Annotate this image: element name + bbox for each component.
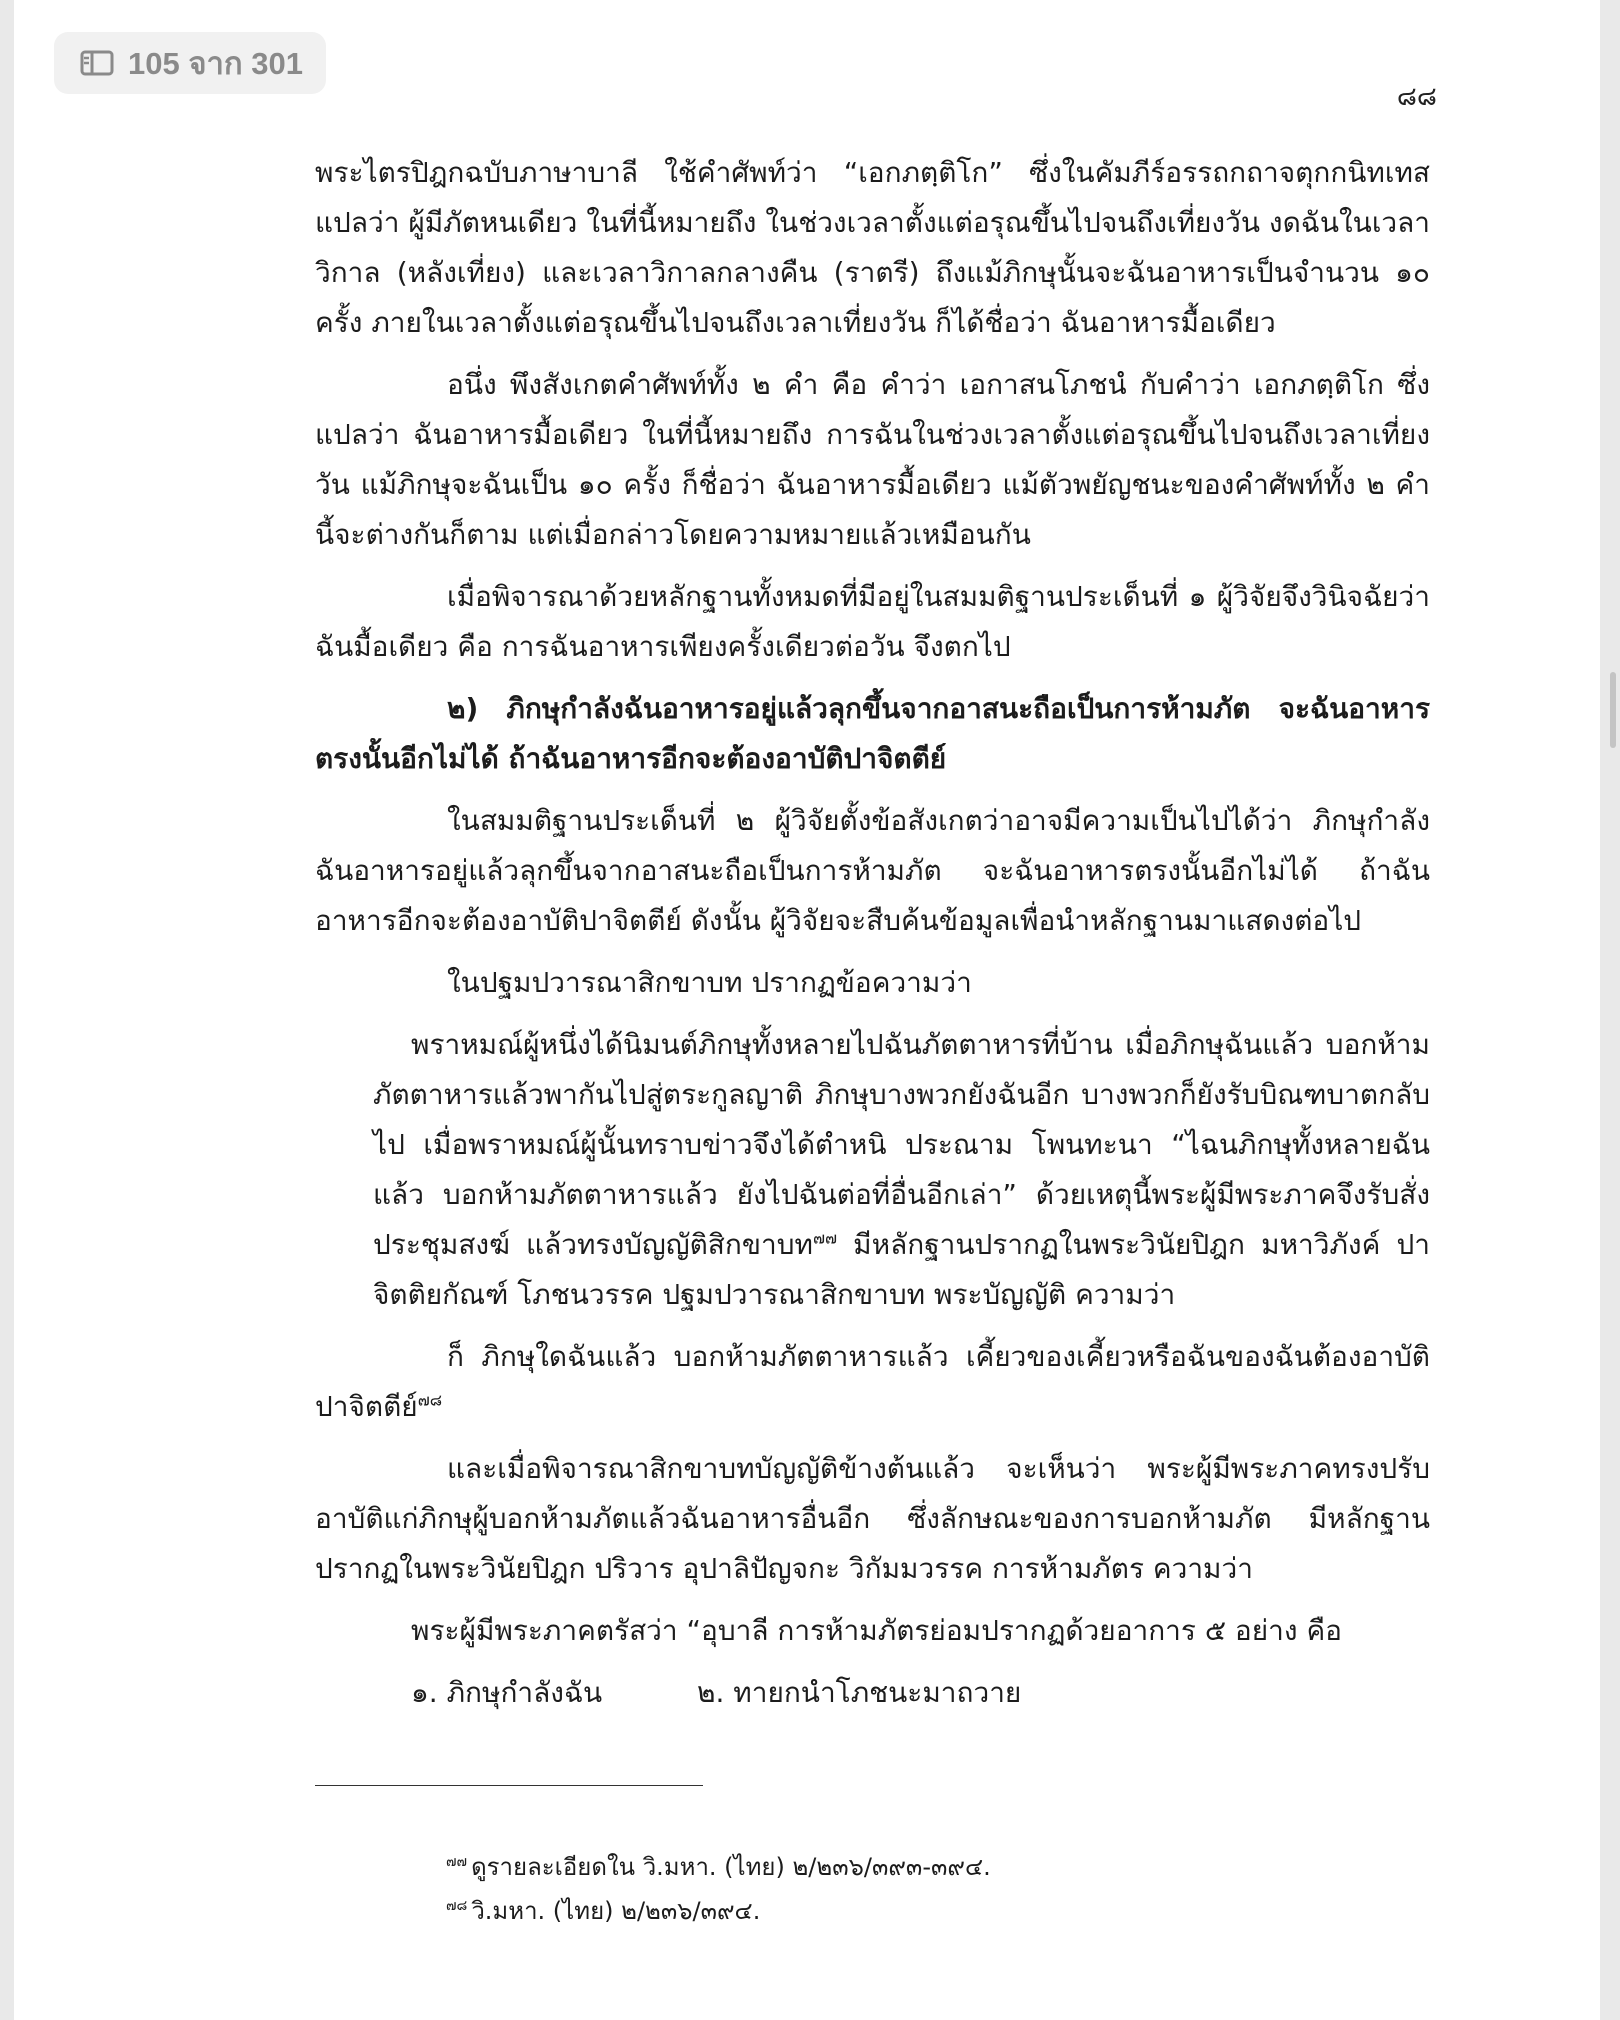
- footnote-77: [446, 1845, 1346, 1889]
- body-text: [315, 148, 1430, 1718]
- page-indicator-text: 105 จาก 301: [128, 46, 304, 81]
- footnote-78: [446, 1889, 1346, 1933]
- footnotes: [446, 1845, 1346, 1933]
- paragraph-4: ในสมมติฐานประเด็นที่ ๒ ผู้วิจัยตั้งข้อสังเกตว่าอาจมีความเป็นไปได้ว่า ภิกษุกำลังฉันอาหารอยู่แล้วลุกขึ้นจากอาสนะถือเป็นการห้ามภัต จะฉันอาหารตรงนั้นอีกไม่ได้ ถ้าฉันอาหารอีกจะต้องอาบัติปาจิตตีย์ ดังนั้น ผู้วิจัยจะสืบค้นข้อมูลเพื่อนำหลักฐานมาแสดงต่อไป: [315, 804, 1430, 937]
- paragraph-1: พระไตรปิฎกฉบับภาษาบาลี ใช้คำศัพท์ว่า “เอกภตฺติโก” ซึ่งในคัมภีร์อรรถกถาจตุกกนิทเทส แปลว่า ผู้มีภัตหนเดียว ในที่นี้หมายถึง ในช่วงเวลาตั้งแต่อรุณขึ้นไปจนถึงเที่ยงวัน งดฉันในเวลาวิกาล (หลังเที่ยง) และเวลาวิกาลกลางคืน (ราตรี) ถึงแม้ภิกษุนั้นจะฉันอาหารเป็นจำนวน ๑๐ ครั้ง ภายในเวลาตั้งแต่อรุณขึ้นไปจนถึงเวลาเที่ยงวัน ก็ได้ชื่อว่า ฉันอาหารมื้อเดียว: [315, 156, 1430, 339]
- page-indicator[interactable]: [54, 32, 326, 94]
- paragraph-7: และเมื่อพิจารณาสิกขาบทบัญญัติข้างต้นแล้ว จะเห็นว่า พระผู้มีพระภาคทรงปรับอาบัติแก่ภิกษุผู้บอกห้ามภัตแล้วฉันอาหารอื่นอีก ซึ่งลักษณะของการบอกห้ามภัต มีหลักฐานปรากฏในพระวินัยปิฎก ปริวาร อุปาลิปัญจกะ วิกัมมวรรค การห้ามภัตร ความว่า: [315, 1452, 1430, 1585]
- paragraph-2: อนึ่ง พึงสังเกตคำศัพท์ทั้ง ๒ คำ คือ คำว่า เอกาสนโภชนํ กับคำว่า เอกภตฺติโก ซึ่งแปลว่า ฉันอาหารมื้อเดียว ในที่นี้หมายถึง การฉันในช่วงเวลาตั้งแต่อรุณขึ้นไปจนถึงเวลาเที่ยงวัน แม้ภิกษุจะฉันเป็น ๑๐ ครั้ง ก็ชื่อว่า ฉันอาหารมื้อเดียว แม้ตัวพยัญชนะของคำศัพท์ทั้ง ๒ คำนี้จะต่างกันก็ตาม แต่เมื่อกล่าวโดยความหมายแล้วเหมือนกัน: [315, 368, 1430, 551]
- footnote-text: วิ.มหา. (ไทย) ๒/๒๓๖/๓๙๔.: [471, 1897, 761, 1925]
- block-quote-1-text: พราหมณ์ผู้หนึ่งได้นิมนต์ภิกษุทั้งหลายไปฉันภัตตาหารที่บ้าน เมื่อภิกษุฉันแล้ว บอกห้ามภัตตาหารแล้วพากันไปสู่ตระกูลญาติ ภิกษุบางพวกยังฉันอีก บางพวกก็ยังรับบิณฑบาตกลับไป เมื่อพราหมณ์ผู้นั้นทราบข่าวจึงได้ตำหนิ ประณาม โพนทะนา “ไฉนภิกษุทั้งหลายฉันแล้ว บอกห้ามภัตตาหารแล้ว ยังไปฉันต่อที่อื่นอีกเล่า” ด้วยเหตุนี้พระผู้มีพระภาคจึงรับสั่งประชุมสงฆ์ แล้วทรงบัญญัติสิกขาบท: [373, 1028, 1430, 1261]
- footnote-divider: [315, 1785, 703, 1786]
- footnote-mark: ๗๗: [446, 1854, 468, 1870]
- page-number: ๘๘: [1396, 82, 1437, 112]
- list-item: ๒. ทายกนำโภชนะมาถวาย: [697, 1676, 1022, 1709]
- footnote-ref-77[interactable]: ๗๗: [812, 1228, 837, 1248]
- paragraph-5: ในปฐมปวารณาสิกขาบท ปรากฏข้อความว่า: [447, 966, 972, 999]
- book-pages-icon: [80, 50, 114, 76]
- list-item: ๑. ภิกษุกำลังฉัน: [411, 1676, 603, 1709]
- block-quote-2: พระผู้มีพระภาคตรัสว่า “อุบาลี การห้ามภัตรย่อมปรากฏด้วยอาการ ๕ อย่าง คือ: [411, 1614, 1342, 1647]
- vertical-scrollbar[interactable]: [1610, 672, 1616, 748]
- numbered-list: [315, 1668, 1430, 1718]
- footnote-mark: ๗๘: [446, 1898, 468, 1914]
- block-quote-1: [315, 1020, 1430, 1320]
- footnote-ref-78[interactable]: ๗๘: [417, 1390, 443, 1410]
- section-heading: ๒) ภิกษุกำลังฉันอาหารอยู่แล้วลุกขึ้นจากอาสนะถือเป็นการห้ามภัต จะฉันอาหารตรงนั้นอีกไม่ได้ ถ้าฉันอาหารอีกจะต้องอาบัติปาจิตตีย์: [315, 692, 1430, 775]
- footnote-text: ดูรายละเอียดใน วิ.มหา. (ไทย) ๒/๒๓๖/๓๙๓-๓๙๔.: [471, 1853, 991, 1881]
- paragraph-6-text: ก็ ภิกษุใดฉันแล้ว บอกห้ามภัตตาหารแล้ว เคี้ยวของเคี้ยวหรือฉันของฉันต้องอาบัติปาจิตตีย์: [315, 1340, 1430, 1423]
- block-quote-1-tail: มีหลักฐานปรากฏในพระวินัยปิฎก มหาวิภังค์ ปาจิตติยกัณฑ์ โภชนวรรค ปฐมปวารณาสิกขาบท พระบัญญัติ ความว่า: [373, 1228, 1430, 1311]
- paragraph-3: เมื่อพิจารณาด้วยหลักฐานทั้งหมดที่มีอยู่ในสมมติฐานประเด็นที่ ๑ ผู้วิจัยจึงวินิจฉัยว่า ฉันมื้อเดียว คือ การฉันอาหารเพียงครั้งเดียวต่อวัน จึงตกไป: [315, 580, 1430, 663]
- document-page: [14, 0, 1600, 2020]
- paragraph-6: [315, 1332, 1430, 1432]
